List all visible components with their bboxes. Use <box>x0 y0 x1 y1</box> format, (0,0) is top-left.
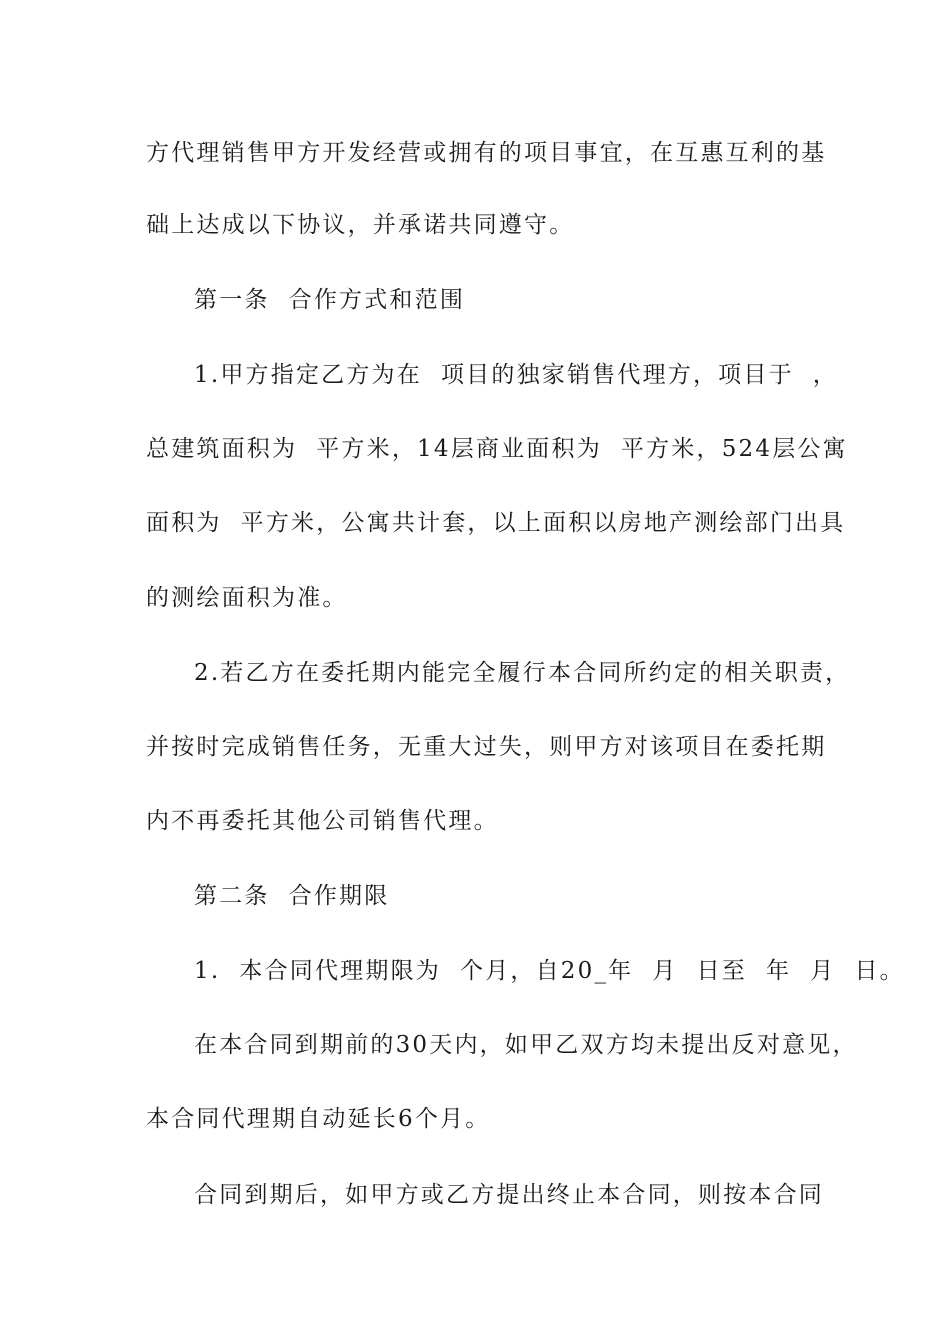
clause-text-line: 1.甲方指定乙方为在 项目的独家销售代理方，项目于 ， <box>194 362 838 388</box>
body-text-line: 总建筑面积为 平方米，14层商业面积为 平方米，524层公寓 <box>146 436 848 462</box>
clause-text-line: 2.若乙方在委托期内能完全履行本合同所约定的相关职责， <box>194 660 851 686</box>
clause-text-line: 1. 本合同代理期限为 个月，自20_年 月 日至 年 月 日。 <box>194 958 905 984</box>
section-heading: 第二条 合作期限 <box>194 883 390 909</box>
body-text-line: 合同到期后，如甲方或乙方提出终止本合同，则按本合同 <box>194 1182 824 1208</box>
body-text-line: 方代理销售甲方开发经营或拥有的项目事宜，在互惠互利的基 <box>146 140 827 166</box>
body-text-line: 的测绘面积为准。 <box>146 585 348 611</box>
body-text-line: 本合同代理期自动延长6个月。 <box>146 1106 491 1132</box>
body-text-line: 础上达成以下协议，并承诺共同遵守。 <box>146 212 575 238</box>
body-text-line: 内不再委托其他公司销售代理。 <box>146 808 499 834</box>
body-text-line: 并按时完成销售任务，无重大过失，则甲方对该项目在委托期 <box>146 734 827 760</box>
body-text-line: 在本合同到期前的30天内，如甲乙双方均未提出反对意见， <box>194 1032 858 1058</box>
body-text-line: 面积为 平方米，公寓共计套，以上面积以房地产测绘部门出具 <box>146 510 846 536</box>
section-heading: 第一条 合作方式和范围 <box>194 287 466 313</box>
